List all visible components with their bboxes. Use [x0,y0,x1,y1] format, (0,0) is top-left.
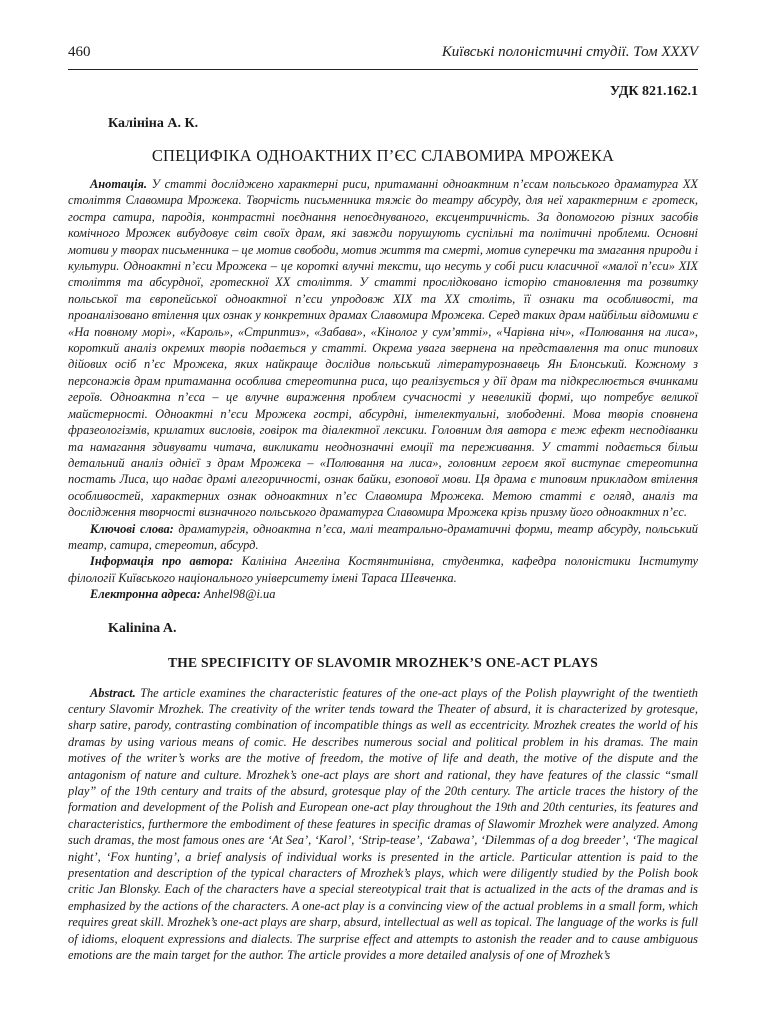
abstract-en [68,685,698,964]
email-uk [68,586,698,602]
title-uk: СПЕЦИФІКА ОДНОАКТНИХ П’ЄС СЛАВОМИРА МРОЖЕКА [151,146,615,165]
author-info-uk-label: Інформація про автора: [90,554,234,569]
keywords-uk-label: Ключові слова: [90,521,174,536]
abstract-uk-text: У статті досліджено характерні риси, притаманні одноактним п’єсам польського драматурга XX століття Славомира Мрожека. Творчість письменника тяжіє до театру абсурду, для неї характерним є гротеск, гостра сатира, пародія, контрастні поєднання непоєднуваного, ексцентричність. За допомогою різних засобів комічного Мрожек вибудовує світ своїх драм, які завжди порушують суспільні та політичні проблеми. Основні мотиви у творах письменника – це мотив свободи, мотив життя та смерті, мотив суперечки та змагання природи і культури. Одноактні п’єси Мрожека – це короткі влучні тексти, що несуть у собі риси класичної «малої п’єси» XIX століття та абсурдної, гротескної XX століття. У статті прослідковано історію становлення та розвитку польської та європейської одноактної п’єси упродовж XIX та XX століть, її ознаки та особливості, та проаналізовано втілення цих ознак у конкретних драмах Славомира Мрожека. Серед таких драм найбільш відомими є «На повному морі», «Кароль», «Стриптиз», «Забава», «Кінолог у сум’ятті», «Чарівна ніч», «Полювання на лиса», короткий аналіз окремих творів подається у статті. Окрема увага звернена на представлення та опис типових дійових осіб п’єс Мрожека, яких найкраще дослідив польський літературознавець Ян Блонський. Кожному з персонажів драм притаманна особлива стереотипна риса, що реалізується у дії драм та підкреслюється вчинками героїв. Одноактна п’єса – це влучне вираження проблем сучасності у невеликій формі, що потребує великої майстерності. Одноактні п’єси Мрожека гострі, абсурдні, інтелектуальні, злободенні. Мова творів сповнена фразеологізмів, крилатих висловів, говірок та діалектної лексики. Головним для автора є теж ефект несподіванки та намагання здивувати читача, викликати неоднозначні емоції та переживання. У статті подається більш детальний аналіз однієї з драм Мрожека – «Полювання на лиса», головним героєм якої виступає стереотипна постать Лиса, що надає драмі алегоричності, ознак байки, езопової мови. Ця драма є типовим прикладом втілення особливостей, характерних ознак одноактних п’єс Славомира Мрожека. Метою статті є огляд, аналіз та дослідження творчості визначного польського драматурга Славомира Мрожека крізь призму його одноактних п’єс. [68,177,698,520]
abstract-en-label: Abstract. [90,685,136,700]
email-uk-label: Електронна адреса: [90,587,201,602]
journal-title: Київські полоністичні студії. Том XXXV [441,44,698,60]
abstract-en-text: The article examines the characteristic features of the one-act plays of the Polish playwright of the twentieth century Slavomir Mrozhek. The creativity of the writer tends toward the Theater of absurd, it is characterized by grotesque, sharp satire, parody, contrasting combination of incompatible things as well as eccentricity. Mrozhek creates the world of his dramas by using various means of comic. He describes numerous social and political problem in his dramas. The main motives of the writer’s works are the motive of freedom, the motive of life and death, the motive of the dispute and the antagonism of nature and culture. Mrozhek’s one-act plays are short and rational, they have features of the classic “small play” of the 19th century and traits of the absurd, grotesque play of the 20th century. The article traces the history of the formation and development of the Polish and European one-act play throughout the 19th and 20th centuries, its features and characteristics, furthermore the embodiment of these features in specific dramas of Slawomir Mrozhek were analyzed. Among such dramas, the most famous ones are ‘At Sea’, ‘Karol’, ‘Strip-tease’, ‘Zabawa’, ‘Dilemmas of a dog breeder’, ‘The magical night’, ‘Fox hunting’, a brief analysis of individual works is presented in the article. Particular attention is paid to the presentation and description of the typical characters of Mrozhek’s plays, which were diligently studied by the Polish book critic Jan Blonsky. Each of the characters have a special stereotypical trait that is actualized in the acts of the dramas and is emphasized by the actions of the characters. A one-act play is a convincing view of the actual problems in a small form, which requires great skill. Mrozhek’s one-act plays are sharp, absurd, intellectual as well as topical. The language of the works is full of idioms, eloquent expressions and dialects. The surprise effect and attempts to astonish the reader and to cause ambiguous emotions are the main target for the author. The article provides a more detailed analysis of one of Mrozhek’s [68,685,698,963]
abstract-uk [68,176,698,521]
title-en: THE SPECIFICITY OF SLAVOMIR MROZHEK’S ONE-ACT PLAYS [167,654,599,670]
author-info-uk [68,553,698,586]
keywords-uk [68,521,698,554]
udc-code: УДК 821.162.1 [609,84,698,99]
page-number: 460 [68,44,91,60]
email-uk-text[interactable]: Anhel98@i.ua [200,587,276,602]
keywords-uk-text: драматургія, одноактна п’єса, малі театрально-драматичні форми, театр абсурду, польський театр, сатира, стереотип, абсурд. [68,521,698,552]
header-rule [68,69,698,70]
article-body [68,84,698,963]
abstract-uk-label: Анотація. [90,177,147,191]
author-uk: Калініна А. К. [108,116,199,131]
author-info-uk-text: Калініна Ангеліна Костянтинівна, студентка, кафедра полоністики Інституту філології Київського національного університету імені Тараса Шевченка. [68,554,698,585]
author-en: Kalinina A. [108,620,177,636]
running-header [68,44,698,66]
